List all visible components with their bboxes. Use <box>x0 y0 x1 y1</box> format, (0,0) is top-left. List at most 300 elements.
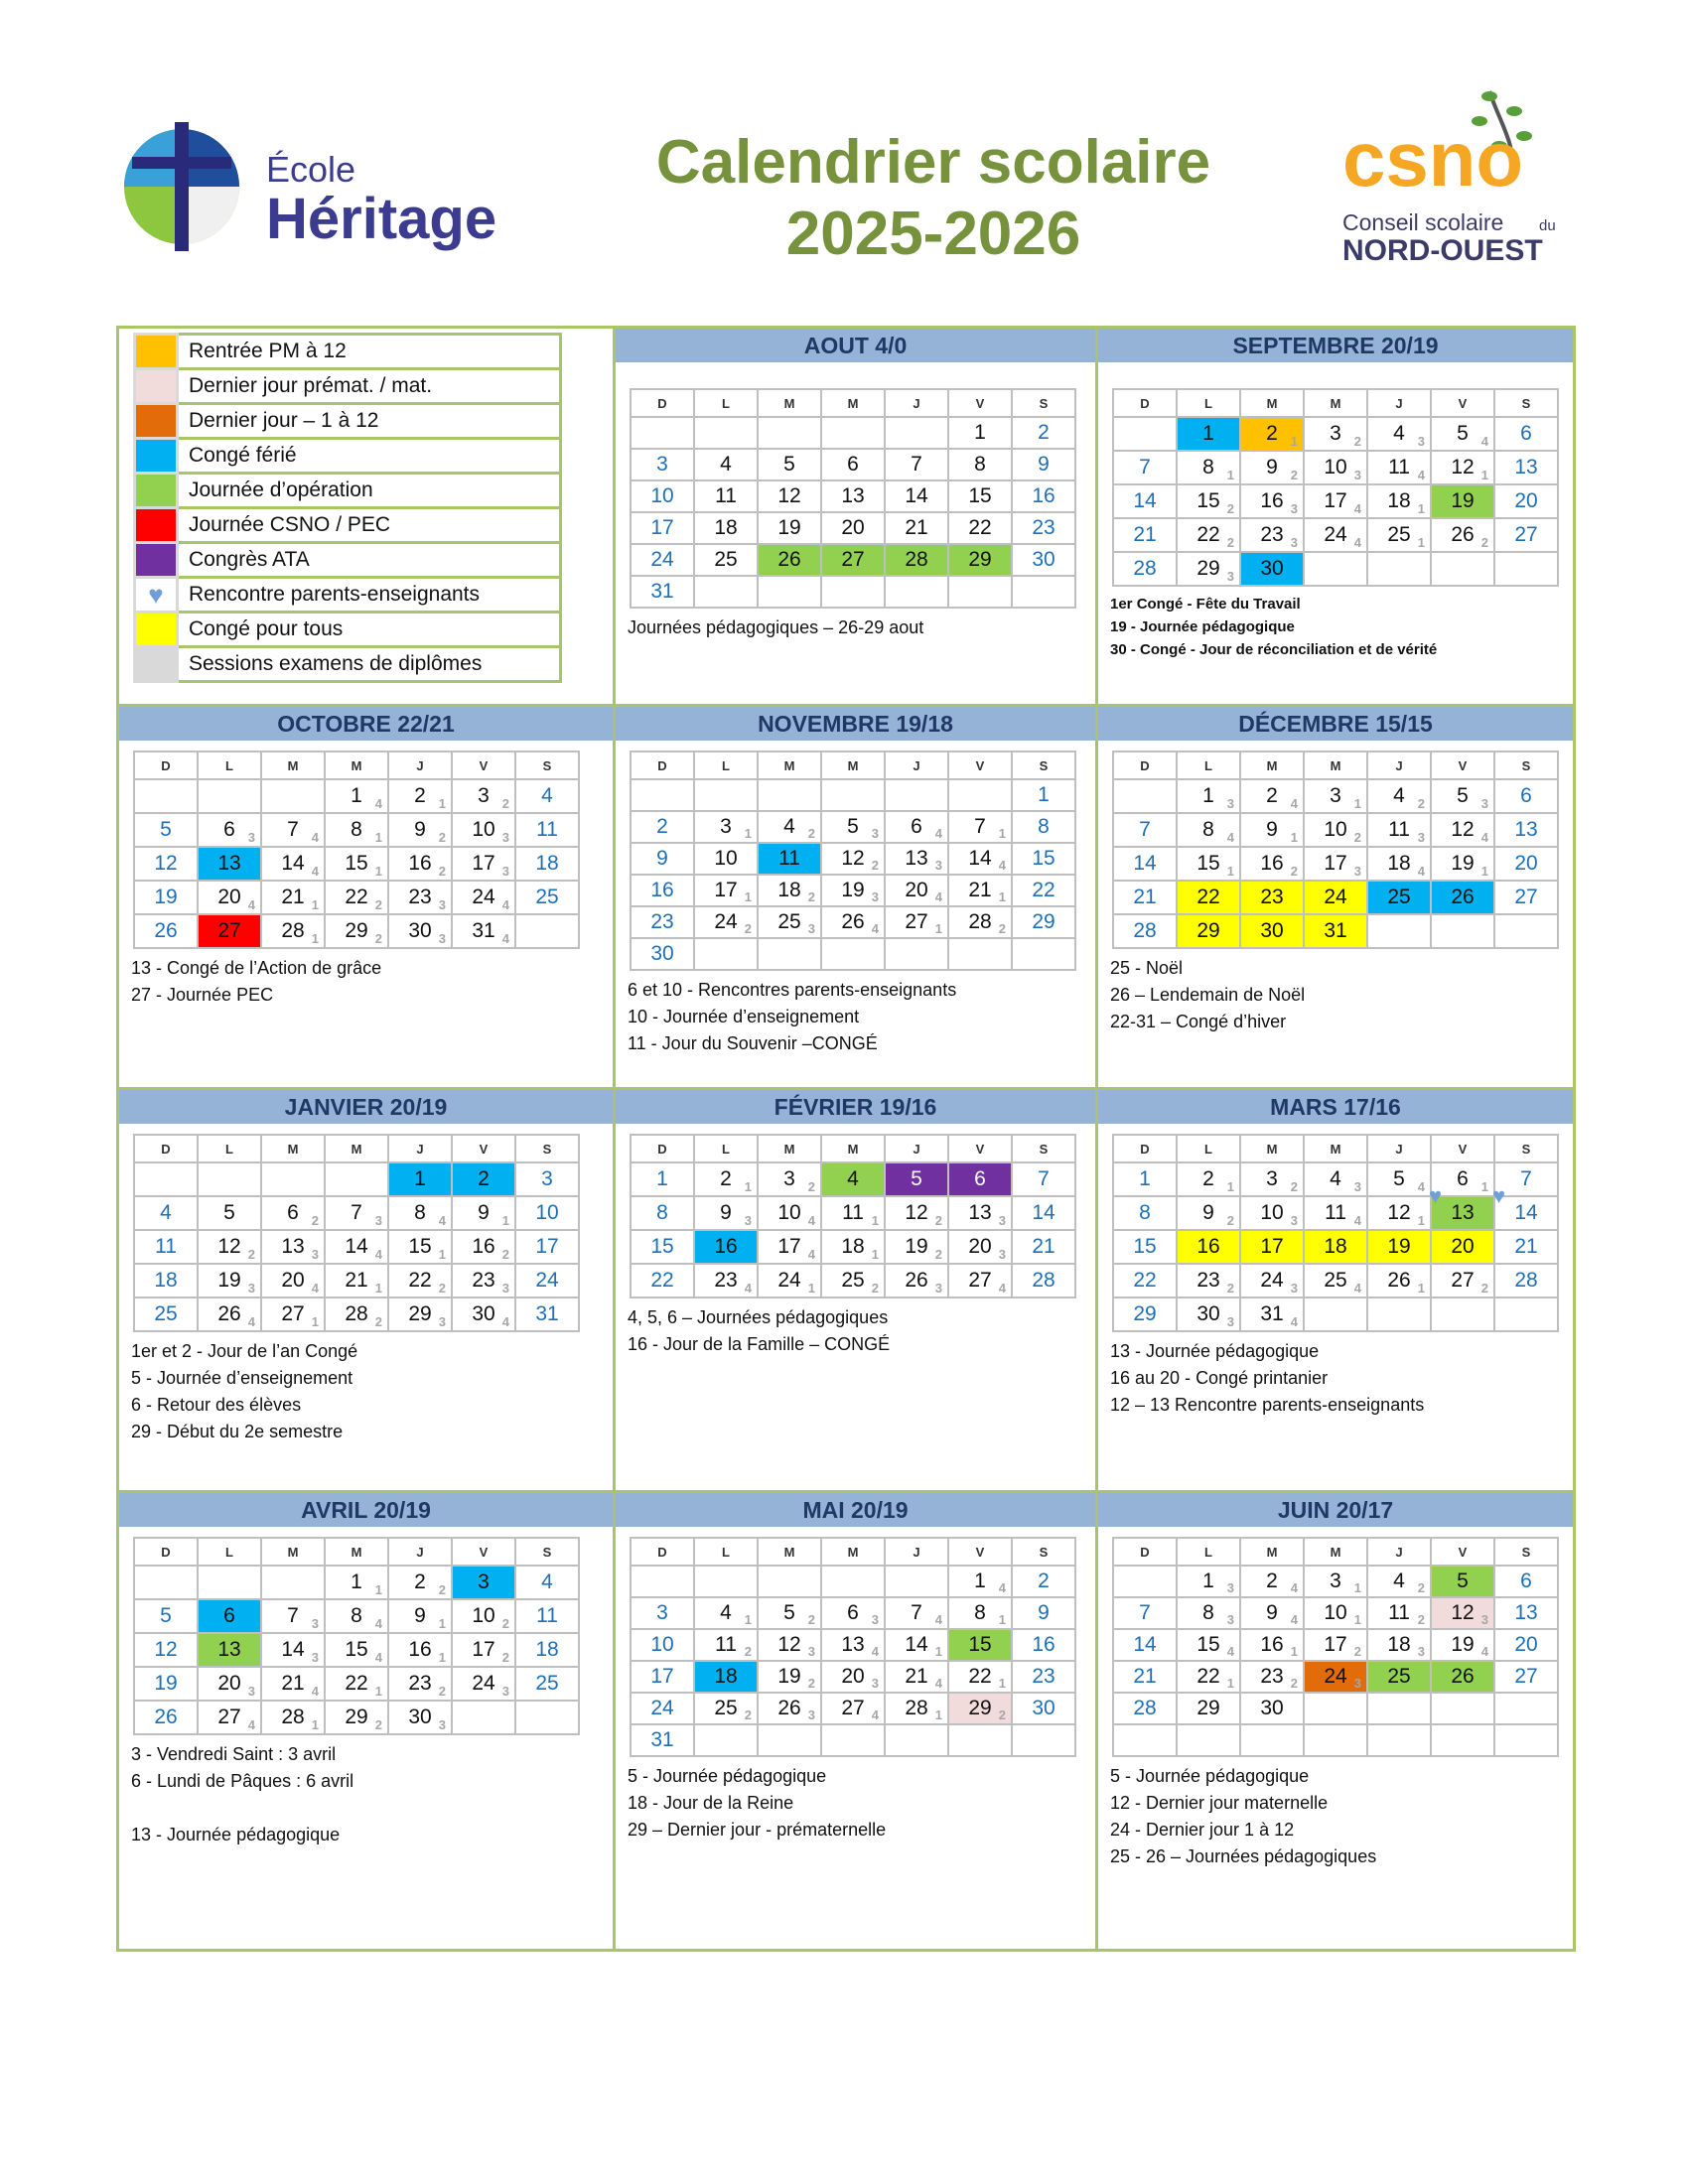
day-number: 22 <box>1196 523 1220 546</box>
calendar-empty-cell <box>1113 1724 1177 1756</box>
day-number: 25 <box>1324 1269 1347 1292</box>
cycle-day-number: 4 <box>1353 501 1361 516</box>
cycle-day-number: 4 <box>1290 1612 1298 1627</box>
day-number: 13 <box>905 847 928 870</box>
day-number: 5 <box>847 815 859 838</box>
calendar-day <box>1494 779 1558 813</box>
day-number: 18 <box>714 1665 738 1688</box>
week-row <box>631 417 1075 449</box>
calendar-day <box>1012 1196 1075 1230</box>
calendar-day <box>198 1701 261 1734</box>
calendar-day <box>1240 1264 1304 1297</box>
day-number: 23 <box>1260 1665 1284 1688</box>
cycle-day-number: 2 <box>934 1247 942 1262</box>
note-line: 26 – Lendemain de Noël <box>1110 985 1306 1005</box>
cycle-day-number: 4 <box>311 830 319 845</box>
calendar-empty-cell <box>885 1724 948 1756</box>
cycle-day-number: 3 <box>1290 1281 1298 1296</box>
calendar-day <box>885 544 948 576</box>
calendar-day <box>1494 1597 1558 1629</box>
cycle-day-number: 3 <box>1353 1179 1361 1194</box>
school-big-name: Héritage <box>266 187 497 251</box>
calendar-day <box>631 875 694 906</box>
weekday-header: V <box>948 751 1012 779</box>
calendar-day <box>1240 1566 1304 1597</box>
day-number: 2 <box>720 1167 732 1190</box>
cycle-day-number: 2 <box>1226 1213 1234 1228</box>
day-number: 10 <box>472 818 495 841</box>
day-number: 19 <box>1451 489 1475 512</box>
week-row <box>1113 847 1558 881</box>
day-number: 1 <box>974 421 986 444</box>
day-number: 11 <box>715 1633 737 1656</box>
calendar-day <box>1240 1297 1304 1331</box>
calendar-day <box>388 1297 452 1331</box>
day-number: 11 <box>778 847 800 870</box>
day-number: 7 <box>1139 1601 1151 1624</box>
week-row <box>1113 451 1558 484</box>
week-row <box>631 1196 1075 1230</box>
day-number: 20 <box>1451 1235 1475 1258</box>
weekday-header: S <box>515 1538 579 1566</box>
weekday-header: D <box>1113 1135 1177 1162</box>
day-number: 17 <box>1324 852 1347 875</box>
heart-icon: ♥ <box>148 579 164 610</box>
day-number: 23 <box>1032 1665 1055 1688</box>
cycle-day-number: 1 <box>438 796 446 811</box>
calendar-empty-cell <box>821 1724 885 1756</box>
calendar-day <box>821 1597 885 1629</box>
day-number: 20 <box>281 1269 305 1292</box>
day-number: 20 <box>217 1672 241 1695</box>
weekday-header: L <box>198 751 261 779</box>
weekday-header: M <box>1240 389 1304 417</box>
cycle-day-number: 3 <box>438 897 446 912</box>
day-number: 9 <box>1202 1201 1214 1224</box>
day-number: 26 <box>777 548 801 571</box>
day-number: 13 <box>968 1201 992 1224</box>
calendar-day <box>1431 484 1494 518</box>
calendar-day <box>388 1566 452 1599</box>
day-number: 11 <box>842 1201 864 1224</box>
week-row <box>1113 881 1558 914</box>
month-calendar <box>1112 751 1559 949</box>
cycle-day-number: 2 <box>807 826 815 841</box>
cycle-day-number: 1 <box>1353 796 1361 811</box>
weekday-header: M <box>821 1135 885 1162</box>
note-line: 5 - Journée d’enseignement <box>131 1368 353 1388</box>
day-number: 21 <box>1032 1235 1055 1258</box>
month-title: MAI 20/19 <box>616 1493 1095 1527</box>
day-number: 9 <box>1266 818 1278 841</box>
cycle-day-number: 3 <box>1417 434 1425 449</box>
calendar-day <box>821 843 885 875</box>
day-number: 5 <box>783 453 795 476</box>
calendar-day <box>1012 1162 1075 1196</box>
legend-label: Dernier jour prémat. / mat. <box>178 369 561 404</box>
cycle-day-number: 4 <box>1290 796 1298 811</box>
calendar-day <box>261 1264 325 1297</box>
cycle-day-number: 4 <box>1480 1644 1488 1659</box>
cycle-day-number: 1 <box>871 1247 879 1262</box>
calendar-day <box>631 1196 694 1230</box>
cycle-day-number: 4 <box>934 1676 942 1691</box>
calendar-day <box>948 480 1012 512</box>
day-number: 6 <box>847 453 859 476</box>
note-line: Journées pédagogiques – 26-29 aout <box>628 617 924 637</box>
calendar-day <box>631 576 694 608</box>
month-calendar <box>133 751 580 949</box>
day-number: 26 <box>905 1269 928 1292</box>
day-number: 28 <box>1032 1269 1055 1292</box>
cycle-day-number: 3 <box>1290 501 1298 516</box>
day-number: 29 <box>1196 557 1220 580</box>
calendar-day <box>1494 1264 1558 1297</box>
month-calendar <box>1112 1537 1559 1757</box>
cycle-day-number: 1 <box>1480 468 1488 482</box>
week-row <box>1113 1724 1558 1756</box>
calendar-empty-cell <box>948 938 1012 970</box>
calendar-day <box>758 1162 821 1196</box>
calendar-day <box>1177 1230 1240 1264</box>
calendar-empty-cell <box>758 417 821 449</box>
month-panel <box>1098 1493 1573 1949</box>
weekday-header: M <box>325 1538 388 1566</box>
weekday-header: L <box>694 751 758 779</box>
cycle-day-number: 4 <box>374 796 382 811</box>
calendar-day <box>1012 906 1075 938</box>
calendar-day <box>261 1633 325 1667</box>
calendar-day <box>1177 1162 1240 1196</box>
day-number: 15 <box>968 1633 992 1656</box>
calendar-empty-cell <box>885 417 948 449</box>
cycle-day-number: 2 <box>247 1247 255 1262</box>
calendar-day <box>948 1661 1012 1693</box>
day-number: 13 <box>1514 818 1538 841</box>
cycle-day-number: 3 <box>501 1281 509 1296</box>
cycle-day-number: 1 <box>311 1314 319 1329</box>
weekday-header: M <box>758 389 821 417</box>
calendar-day <box>1113 813 1177 847</box>
day-number: 1 <box>1038 783 1050 806</box>
calendar-empty-cell <box>821 779 885 811</box>
cycle-day-number: 2 <box>744 921 752 936</box>
cycle-day-number: 1 <box>1290 1644 1298 1659</box>
calendar-day <box>1367 451 1431 484</box>
cycle-day-number: 2 <box>1226 1281 1234 1296</box>
legend-row <box>135 578 561 613</box>
month-notes <box>131 1741 601 1848</box>
cycle-day-number: 1 <box>1226 1179 1234 1194</box>
calendar-day <box>1177 779 1240 813</box>
calendar-empty-cell <box>694 1724 758 1756</box>
month-panel <box>1098 707 1573 1087</box>
day-number: 18 <box>535 852 559 875</box>
week-row <box>631 875 1075 906</box>
calendar-day <box>1012 544 1075 576</box>
calendar-day <box>1304 779 1367 813</box>
calendar-day <box>325 779 388 813</box>
calendar-day <box>325 1196 388 1230</box>
calendar-day <box>948 1196 1012 1230</box>
day-number: 14 <box>1133 1633 1157 1656</box>
csno-wordmark: csno <box>1342 115 1524 203</box>
calendar-empty-cell <box>198 1162 261 1196</box>
day-number: 4 <box>847 1167 859 1190</box>
calendar-empty-cell <box>1494 1724 1558 1756</box>
cycle-day-number: 3 <box>247 1684 255 1699</box>
calendar-day <box>261 914 325 948</box>
calendar-day <box>694 449 758 480</box>
day-number: 29 <box>408 1302 432 1325</box>
day-number: 12 <box>1451 1601 1475 1624</box>
weekday-header: D <box>1113 1538 1177 1566</box>
csno-logo <box>1340 81 1589 270</box>
calendar-day <box>452 1297 515 1331</box>
week-row <box>1113 417 1558 451</box>
school-small-name: École <box>266 149 356 190</box>
day-number: 16 <box>714 1235 738 1258</box>
day-number: 16 <box>1032 484 1055 507</box>
weekday-header: L <box>1177 389 1240 417</box>
calendar-day <box>758 811 821 843</box>
calendar-day <box>1177 1264 1240 1297</box>
day-number: 19 <box>1451 1633 1475 1656</box>
calendar-day <box>631 938 694 970</box>
day-number: 31 <box>472 919 495 942</box>
legend-label: Congrès ATA <box>178 543 561 578</box>
calendar-day <box>1177 914 1240 948</box>
day-number: 5 <box>1457 422 1469 445</box>
cycle-day-number: 3 <box>934 858 942 873</box>
cycle-day-number: 3 <box>871 1676 879 1691</box>
day-number: 31 <box>650 580 674 603</box>
calendar-day <box>1367 847 1431 881</box>
calendar-day <box>758 1230 821 1264</box>
cycle-day-number: 3 <box>438 931 446 946</box>
legend-swatch <box>135 543 178 578</box>
day-number: 8 <box>1139 1201 1151 1224</box>
calendar-day <box>1177 1629 1240 1661</box>
week-row <box>134 1230 579 1264</box>
cycle-day-number: 3 <box>311 1247 319 1262</box>
day-number: 21 <box>968 879 992 901</box>
calendar-day <box>1367 1661 1431 1693</box>
calendar-day <box>885 906 948 938</box>
calendar-day <box>1494 1629 1558 1661</box>
cycle-day-number: 4 <box>1353 1281 1361 1296</box>
calendar-day <box>388 1633 452 1667</box>
calendar-day <box>1240 1597 1304 1629</box>
cycle-day-number: 4 <box>871 1644 879 1659</box>
cycle-day-number: 4 <box>247 1314 255 1329</box>
cycle-day-number: 3 <box>1417 830 1425 845</box>
day-number: 14 <box>281 852 305 875</box>
day-number: 4 <box>160 1201 172 1224</box>
calendar-day <box>1367 779 1431 813</box>
cycle-day-number: 1 <box>1290 434 1298 449</box>
calendar-day <box>694 906 758 938</box>
day-number: 11 <box>1388 456 1410 478</box>
weekday-header: S <box>1012 1538 1075 1566</box>
week-row <box>134 1599 579 1633</box>
calendar-day <box>1431 1661 1494 1693</box>
calendar-day <box>134 1230 198 1264</box>
day-number: 8 <box>351 818 362 841</box>
legend-swatch <box>135 404 178 439</box>
calendar-empty-cell <box>1431 1297 1494 1331</box>
calendar-day <box>1012 1629 1075 1661</box>
day-number: 29 <box>1032 910 1055 933</box>
weekday-header: L <box>1177 751 1240 779</box>
calendar-day <box>452 881 515 914</box>
calendar-day <box>1012 779 1075 811</box>
cycle-day-number: 4 <box>998 1281 1006 1296</box>
day-number: 2 <box>1202 1167 1214 1190</box>
cycle-day-number: 3 <box>934 1281 942 1296</box>
calendar-day <box>1494 1566 1558 1597</box>
cycle-day-number: 1 <box>1480 1179 1488 1194</box>
weekday-header: D <box>1113 751 1177 779</box>
day-number: 29 <box>1196 1697 1220 1719</box>
cycle-day-number: 1 <box>1417 1213 1425 1228</box>
day-number: 25 <box>841 1269 865 1292</box>
day-number: 2 <box>1038 1570 1050 1592</box>
day-number: 11 <box>1388 1601 1410 1624</box>
day-number: 26 <box>217 1302 241 1325</box>
day-number: 22 <box>968 516 992 539</box>
cycle-day-number: 2 <box>438 1684 446 1699</box>
day-number: 9 <box>478 1201 490 1224</box>
calendar-empty-cell <box>631 779 694 811</box>
calendar-day <box>452 779 515 813</box>
legend-swatch <box>135 474 178 508</box>
day-number: 28 <box>1133 557 1157 580</box>
calendar-empty-cell <box>885 938 948 970</box>
cycle-day-number: 3 <box>871 889 879 904</box>
day-number: 31 <box>650 1728 674 1751</box>
day-number: 6 <box>1457 1167 1469 1190</box>
calendar-empty-cell <box>758 1566 821 1597</box>
week-row <box>134 779 579 813</box>
cycle-day-number: 2 <box>1480 535 1488 550</box>
calendar-empty-cell <box>1367 1724 1431 1756</box>
day-number: 13 <box>1514 456 1538 478</box>
day-number: 28 <box>1133 919 1157 942</box>
calendar-day <box>134 1196 198 1230</box>
calendar-day <box>388 1667 452 1701</box>
cycle-day-number: 2 <box>871 858 879 873</box>
weekday-header: M <box>821 751 885 779</box>
calendar-day <box>1431 451 1494 484</box>
day-number: 22 <box>1133 1269 1157 1292</box>
cycle-day-number: 4 <box>807 1213 815 1228</box>
week-row <box>134 847 579 881</box>
day-number: 1 <box>656 1167 668 1190</box>
cycle-day-number: 1 <box>998 1676 1006 1691</box>
cycle-day-number: 4 <box>998 858 1006 873</box>
day-number: 30 <box>1260 919 1284 942</box>
weekday-header: D <box>134 751 198 779</box>
weekday-header: S <box>515 751 579 779</box>
legend-row <box>135 647 561 682</box>
calendar-empty-cell <box>1304 552 1367 586</box>
day-number: 9 <box>1038 1601 1050 1624</box>
calendar-day <box>261 1599 325 1633</box>
calendar-day <box>1367 1597 1431 1629</box>
day-number: 26 <box>154 919 178 942</box>
cycle-day-number: 3 <box>438 1314 446 1329</box>
day-number: 21 <box>1133 523 1157 546</box>
calendar-day <box>631 1693 694 1724</box>
calendar-day <box>821 1196 885 1230</box>
day-number: 12 <box>777 1633 801 1656</box>
calendar-day <box>1304 417 1367 451</box>
week-row <box>631 1693 1075 1724</box>
day-number: 20 <box>217 886 241 908</box>
weekday-header: D <box>1113 389 1177 417</box>
calendar-day <box>821 544 885 576</box>
calendar-day <box>1113 881 1177 914</box>
note-line: 3 - Vendredi Saint : 3 avril <box>131 1744 337 1764</box>
cycle-day-number: 1 <box>374 830 382 845</box>
day-number: 24 <box>650 1697 674 1719</box>
calendar-day <box>261 1297 325 1331</box>
calendar-day <box>261 1701 325 1734</box>
calendar-day <box>948 811 1012 843</box>
cycle-day-number: 4 <box>871 921 879 936</box>
cycle-day-number: 3 <box>807 1707 815 1722</box>
calendar-day <box>694 480 758 512</box>
calendar-day <box>758 544 821 576</box>
day-number: 12 <box>905 1201 928 1224</box>
calendar-day <box>631 843 694 875</box>
calendar-day <box>325 1566 388 1599</box>
calendar-day <box>515 847 579 881</box>
day-number: 20 <box>841 1665 865 1688</box>
calendar-day <box>821 1693 885 1724</box>
week-row <box>631 1566 1075 1597</box>
cycle-day-number: 4 <box>374 1247 382 1262</box>
calendar-day <box>758 843 821 875</box>
calendar-day <box>948 1162 1012 1196</box>
month-title: JANVIER 20/19 <box>119 1090 613 1124</box>
day-number: 1 <box>1139 1167 1151 1190</box>
calendar-day <box>694 1693 758 1724</box>
cycle-day-number: 3 <box>1480 1612 1488 1627</box>
day-number: 10 <box>650 1633 674 1656</box>
calendar-day <box>1494 813 1558 847</box>
cycle-day-number: 1 <box>744 1612 752 1627</box>
legend-swatch <box>135 369 178 404</box>
cycle-day-number: 1 <box>744 826 752 841</box>
calendar-day <box>1113 518 1177 552</box>
calendar-day <box>1113 847 1177 881</box>
calendar-day <box>821 906 885 938</box>
note-line: 29 – Dernier jour - prématernelle <box>628 1820 887 1840</box>
calendar-day <box>1012 843 1075 875</box>
calendar-day <box>1304 484 1367 518</box>
day-number: 3 <box>656 1601 668 1624</box>
cycle-day-number: 2 <box>1290 468 1298 482</box>
calendar-empty-cell <box>1367 1297 1431 1331</box>
cycle-day-number: 3 <box>247 830 255 845</box>
cycle-day-number: 1 <box>744 1179 752 1194</box>
week-row <box>1113 1597 1558 1629</box>
day-number: 11 <box>536 1604 558 1627</box>
calendar-empty-cell <box>1240 1724 1304 1756</box>
calendar-day <box>1177 484 1240 518</box>
